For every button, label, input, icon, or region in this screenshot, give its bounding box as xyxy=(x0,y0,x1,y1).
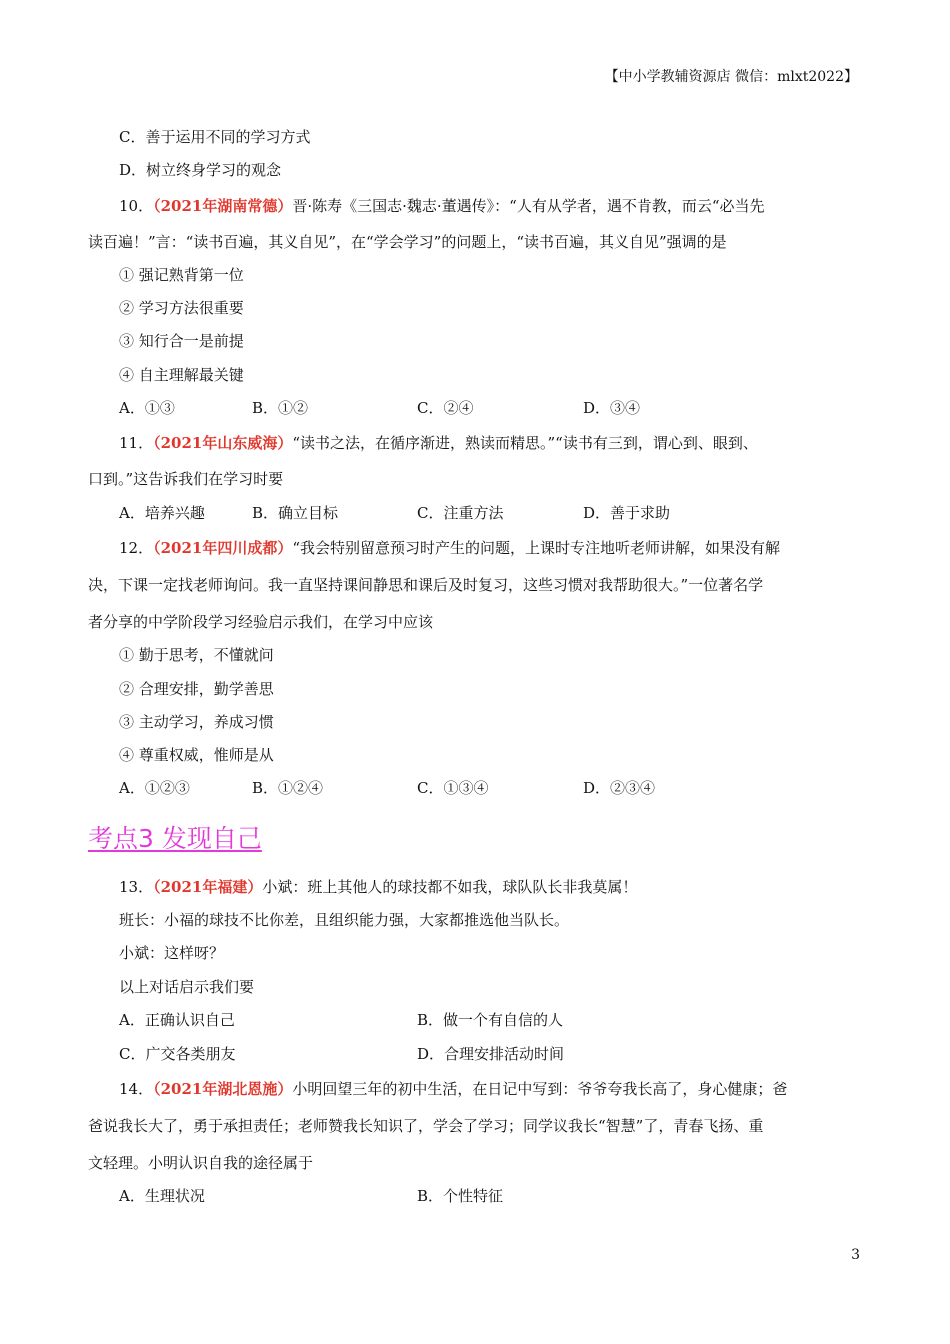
q10-item-3: ③ 知行合一是前提 xyxy=(119,332,244,350)
q13-stem-line3: 小斌：这样呀？ xyxy=(119,944,225,962)
q12-source: （2021年四川成都） xyxy=(153,539,293,557)
q14-option-a: A．生理状况 xyxy=(119,1187,205,1205)
q12-item-4: ④ 尊重权威，惟师是从 xyxy=(119,746,274,764)
q13-stem-line1 xyxy=(119,877,637,897)
q14-stem-line1 xyxy=(119,1079,787,1099)
q12-stem-text: “我会特别留意预习时产生的问题，上课时专注地听老师讲解，如果没有解 xyxy=(292,539,781,557)
q10-item-4: ④ 自主理解最关键 xyxy=(119,366,244,384)
q9-option-d: D．树立终身学习的观念 xyxy=(119,161,282,179)
q13-number: 13． xyxy=(119,878,154,896)
q14-source: （2021年湖北恩施） xyxy=(153,1080,293,1098)
q12-option-d: D．②③④ xyxy=(583,779,656,797)
q10-option-b: B．①② xyxy=(252,399,309,417)
q14-stem-line3: 文轻理。小明认识自我的途径属于 xyxy=(88,1154,314,1172)
q12-item-1: ① 勤于思考，不懂就问 xyxy=(119,646,274,664)
page-number: 3 xyxy=(851,1247,860,1263)
q12-item-3: ③ 主动学习，养成习惯 xyxy=(119,713,274,731)
q12-stem-line1 xyxy=(119,538,780,558)
q10-stem-text: 晋·陈寿《三国志·魏志·董遇传》：“人有从学者，遇不肯教，而云“必当先 xyxy=(292,197,765,215)
q10-source: （2021年湖南常德） xyxy=(153,197,293,215)
q12-number: 12． xyxy=(119,539,154,557)
q14-number: 14． xyxy=(119,1080,154,1098)
q10-option-a: A．①③ xyxy=(119,399,175,417)
q13-stem-text: 小斌：班上其他人的球技都不如我，球队队长非我莫属！ xyxy=(262,878,638,896)
q10-option-c: C．②④ xyxy=(417,399,474,417)
q11-number: 11． xyxy=(119,434,154,452)
q11-stem-line2: 口到。”这告诉我们在学习时要 xyxy=(88,470,284,488)
q13-option-b: B．做一个有自信的人 xyxy=(417,1011,564,1029)
q9-option-c: C．善于运用不同的学习方式 xyxy=(119,128,311,146)
q13-stem-line4: 以上对话启示我们要 xyxy=(119,978,255,996)
page-header: 【中小学教辅资源店 微信：mlxt2022】 xyxy=(604,69,858,85)
q13-option-c: C．广交各类朋友 xyxy=(119,1045,236,1063)
q12-stem-line2: 决，下课一定找老师询问。我一直坚持课间静思和课后及时复习，这些习惯对我帮助很大。”一位著名学 xyxy=(88,576,764,594)
q13-option-d: D．合理安排活动时间 xyxy=(417,1045,565,1063)
section-heading: 考点3 发现自己 xyxy=(88,824,262,853)
q11-stem-text: “读书之法，在循序渐进，熟读而精思。”“读书有三到，谓心到、眼到、 xyxy=(292,434,758,452)
q12-option-a: A．①②③ xyxy=(119,779,190,797)
q11-source: （2021年山东威海） xyxy=(153,434,293,452)
q14-stem-line2: 爸说我长大了，勇于承担责任；老师赞我长知识了，学会了学习；同学议我长“智慧”了，青春飞扬、重 xyxy=(88,1117,764,1135)
q14-option-b: B．个性特征 xyxy=(417,1187,504,1205)
q12-option-b: B．①②④ xyxy=(252,779,324,797)
q12-item-2: ② 合理安排，勤学善思 xyxy=(119,680,274,698)
q10-number: 10． xyxy=(119,197,154,215)
q10-item-1: ① 强记熟背第一位 xyxy=(119,266,244,284)
q13-option-a: A．正确认识自己 xyxy=(119,1011,235,1029)
q13-source: （2021年福建） xyxy=(153,878,263,896)
q10-item-2: ② 学习方法很重要 xyxy=(119,299,244,317)
q11-option-c: C．注重方法 xyxy=(417,504,504,522)
q14-stem-text: 小明回望三年的初中生活，在日记中写到：爷爷夸我长高了，身心健康；爸 xyxy=(292,1080,788,1098)
q11-stem-line1 xyxy=(119,433,758,453)
q12-option-c: C．①③④ xyxy=(417,779,489,797)
q11-option-b: B．确立目标 xyxy=(252,504,339,522)
q11-option-a: A．培养兴趣 xyxy=(119,504,205,522)
q10-stem-line2: 读百遍！”言：“读书百遍，其义自见”，在“学会学习”的问题上，“读书百遍，其义自见”强调的是 xyxy=(88,233,727,251)
q12-stem-line3: 者分享的中学阶段学习经验启示我们，在学习中应该 xyxy=(88,613,434,631)
q10-option-d: D．③④ xyxy=(583,399,641,417)
q10-stem-line1 xyxy=(119,196,765,216)
q11-option-d: D．善于求助 xyxy=(583,504,671,522)
q13-stem-line2: 班长：小福的球技不比你差，且组织能力强，大家都推选他当队长。 xyxy=(119,911,570,929)
